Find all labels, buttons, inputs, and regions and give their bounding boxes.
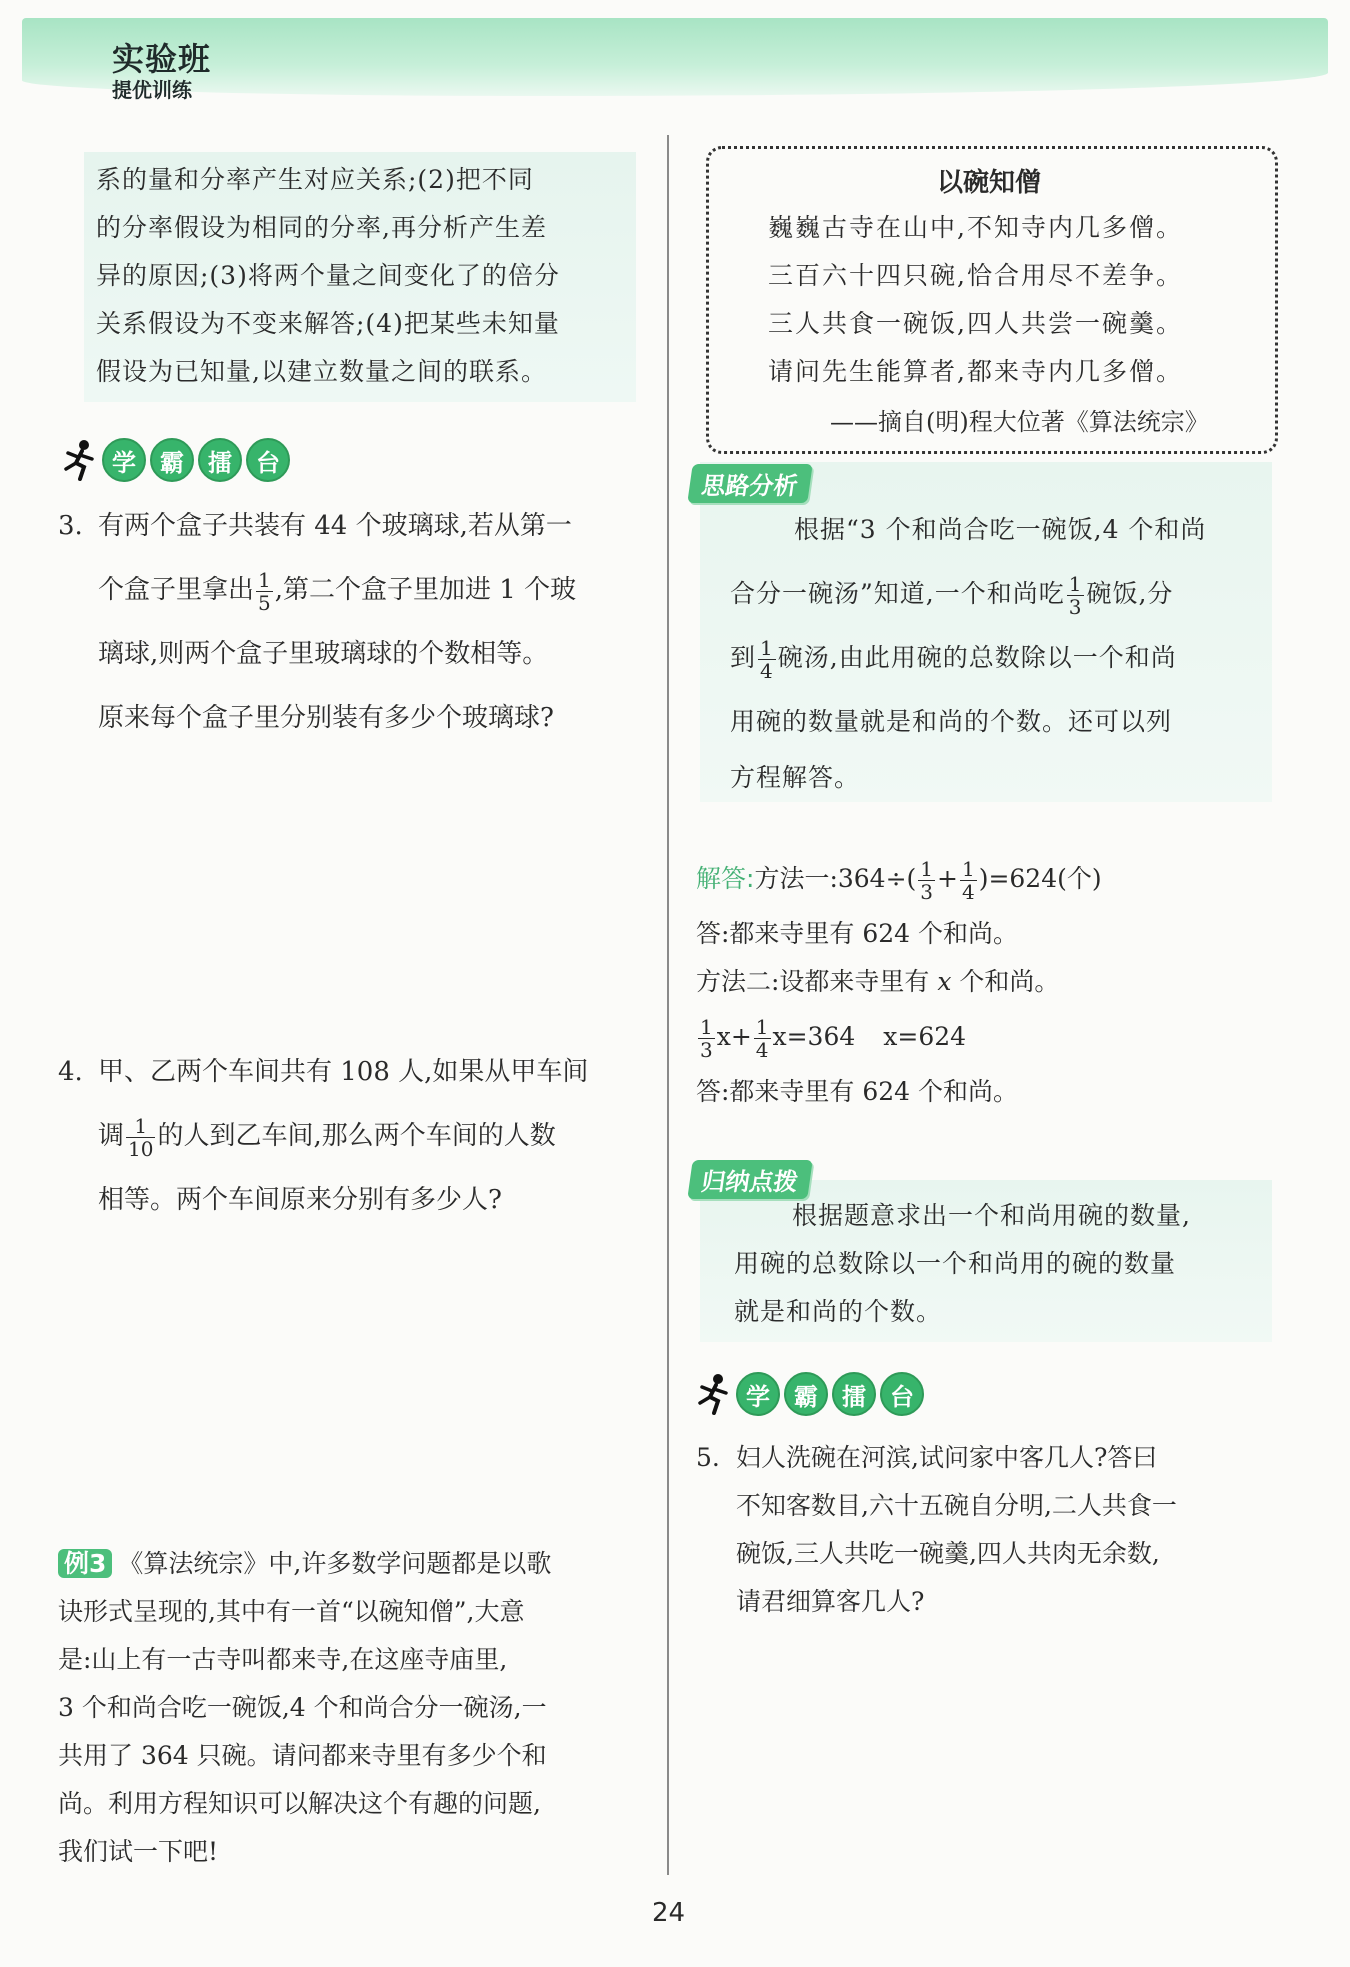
section-badge-right bbox=[696, 1372, 924, 1416]
q-text: ,第二个盒子里加进 1 个玻 bbox=[274, 575, 577, 605]
solution-answer-2: 答:都来寺里有 624 个和尚。 bbox=[696, 1077, 1019, 1106]
brand-subtitle: 提优训练 bbox=[112, 78, 192, 102]
frac-den: 10 bbox=[128, 1136, 154, 1161]
badge-char: 擂 bbox=[198, 438, 242, 482]
equation-solution: x=624 bbox=[883, 1022, 967, 1051]
intro-text bbox=[96, 156, 626, 396]
solution-equation bbox=[696, 1006, 1276, 1068]
example-text: 《算法统宗》中,许多数学问题都是以歌 bbox=[118, 1549, 552, 1578]
analysis-line: 用碗的数量就是和尚的个数。还可以列 bbox=[730, 707, 1173, 736]
analysis-text-part: 碗汤,由此用碗的总数除以一个和尚 bbox=[777, 643, 1177, 672]
badge-char: 学 bbox=[736, 1372, 780, 1416]
frac-num: 1 bbox=[700, 1015, 713, 1039]
poem-title: 以碗知僧 bbox=[936, 168, 1041, 198]
intro-line: 关系假设为不变来解答;(4)把某些未知量 bbox=[96, 309, 560, 338]
example-line: 是:山上有一古寺叫都来寺,在这座寺庙里, bbox=[58, 1645, 508, 1674]
question-number: 4. bbox=[58, 1057, 83, 1087]
solution-text: )=624(个) bbox=[978, 864, 1102, 893]
q-line: 原来每个盒子里分别装有多少个玻璃球? bbox=[98, 703, 554, 733]
fraction bbox=[754, 1016, 771, 1061]
q-line: 璃球,则两个盒子里玻璃球的个数相等。 bbox=[98, 639, 549, 669]
frac-den: 3 bbox=[1068, 595, 1083, 619]
q-line: 请君细算客几人? bbox=[736, 1587, 925, 1616]
frac-num: 1 bbox=[258, 567, 271, 592]
frac-num: 1 bbox=[1068, 572, 1083, 596]
badge-char: 台 bbox=[880, 1372, 924, 1416]
analysis-text-part: 到 bbox=[730, 643, 757, 672]
fraction bbox=[960, 858, 977, 903]
frac-num: 1 bbox=[920, 857, 934, 881]
badge-char: 霸 bbox=[784, 1372, 828, 1416]
poem-line: 三百六十四只碗,恰合用尽不差争。 bbox=[768, 261, 1183, 290]
summary-line: 根据题意求出一个和尚用碗的数量, bbox=[792, 1201, 1191, 1230]
badge-char: 霸 bbox=[150, 438, 194, 482]
q-line: 妇人洗碗在河滨,试问家中客几人?答曰 bbox=[736, 1443, 1158, 1472]
page-number: 24 bbox=[652, 1898, 686, 1928]
solution bbox=[696, 848, 1276, 1116]
solution-label: 解答: bbox=[696, 864, 755, 893]
summary-line: 就是和尚的个数。 bbox=[734, 1297, 943, 1326]
analysis-text-part: 合分一碗汤”知道,一个和尚吃 bbox=[730, 579, 1065, 608]
frac-den: 4 bbox=[961, 880, 975, 904]
analysis-text bbox=[730, 498, 1270, 802]
section-badge-left bbox=[62, 438, 290, 482]
solution-method-2 bbox=[696, 958, 1276, 1006]
example-line: 尚。利用方程知识可以解决这个有趣的问题, bbox=[58, 1789, 541, 1818]
analysis-text-part: 碗饭,分 bbox=[1086, 579, 1174, 608]
variable-x: x bbox=[937, 967, 952, 996]
frac-num: 1 bbox=[755, 1015, 769, 1039]
frac-den: 4 bbox=[760, 659, 774, 683]
question-3 bbox=[58, 494, 648, 750]
q-line: 有两个盒子共装有 44 个玻璃球,若从第一 bbox=[98, 511, 572, 541]
frac-den: 4 bbox=[755, 1038, 769, 1062]
question-number: 3. bbox=[58, 511, 83, 541]
column-divider bbox=[667, 135, 669, 1875]
intro-line: 异的原因;(3)将两个量之间变化了的倍分 bbox=[96, 261, 560, 290]
q-line: 碗饭,三人共吃一碗羹,四人共肉无余数, bbox=[736, 1539, 1160, 1568]
example-3 bbox=[58, 1540, 654, 1876]
fraction bbox=[256, 569, 273, 614]
solution-answer-1: 答:都来寺里有 624 个和尚。 bbox=[696, 919, 1019, 948]
analysis-line bbox=[730, 626, 1270, 690]
q-text: 的人到乙车间,那么两个车间的人数 bbox=[157, 1121, 556, 1151]
poem-source: ——摘自(明)程大位著《算法统宗》 bbox=[830, 408, 1209, 436]
summary-text bbox=[734, 1192, 1274, 1336]
badge-char: 台 bbox=[246, 438, 290, 482]
solution-text: 个和尚。 bbox=[951, 967, 1060, 996]
poem-line: 请问先生能算者,都来寺内几多僧。 bbox=[768, 357, 1183, 386]
frac-den: 3 bbox=[920, 880, 934, 904]
q-line bbox=[98, 558, 648, 622]
fraction bbox=[758, 637, 776, 682]
question-number: 5. bbox=[696, 1443, 720, 1472]
badge-char: 擂 bbox=[832, 1372, 876, 1416]
runner-icon bbox=[62, 439, 98, 481]
q-line: 甲、乙两个车间共有 108 人,如果从甲车间 bbox=[98, 1057, 589, 1087]
example-line: 共用了 364 只碗。请问都来寺里有多少个和 bbox=[58, 1741, 547, 1770]
frac-num: 1 bbox=[961, 857, 975, 881]
summary-tag: 归纳点拨 bbox=[687, 1160, 812, 1199]
fraction bbox=[698, 1016, 715, 1061]
equation-text: x+ bbox=[716, 1022, 752, 1051]
equation-text: x=364 bbox=[772, 1022, 856, 1051]
example-line bbox=[58, 1540, 654, 1588]
example-line: 3 个和尚合吃一碗饭,4 个和尚合分一碗汤,一 bbox=[58, 1693, 547, 1722]
runner-icon bbox=[696, 1373, 732, 1415]
frac-num: 1 bbox=[760, 636, 774, 660]
solution-text: 方法二:设都来寺里有 bbox=[696, 967, 938, 996]
fraction bbox=[1067, 573, 1085, 618]
analysis-line bbox=[730, 562, 1270, 626]
solution-method-1 bbox=[696, 848, 1276, 910]
q-text: 个盒子里拿出 bbox=[98, 575, 255, 605]
example-line: 我们试一下吧! bbox=[58, 1837, 219, 1866]
analysis-line: 方程解答。 bbox=[730, 763, 861, 792]
frac-den: 5 bbox=[258, 590, 271, 615]
header-band bbox=[22, 18, 1328, 96]
example-line: 诀形式呈现的,其中有一首“以碗知僧”,大意 bbox=[58, 1597, 525, 1626]
poem-line: 巍巍古寺在山中,不知寺内几多僧。 bbox=[768, 213, 1183, 242]
fraction bbox=[126, 1115, 155, 1160]
intro-line: 假设为已知量,以建立数量之间的联系。 bbox=[96, 357, 547, 386]
frac-den: 3 bbox=[700, 1038, 713, 1062]
q-text: 调 bbox=[98, 1121, 125, 1151]
summary-line: 用碗的总数除以一个和尚用的碗的数量 bbox=[734, 1249, 1177, 1278]
example-tag: 例3 bbox=[58, 1549, 112, 1578]
q-line: 不知客数目,六十五碗自分明,二人共食一 bbox=[736, 1491, 1177, 1520]
question-4 bbox=[58, 1040, 648, 1232]
q-line bbox=[98, 1104, 648, 1168]
analysis-line: 根据“3 个和尚合吃一碗饭,4 个和尚 bbox=[794, 515, 1207, 544]
plus-sign: + bbox=[937, 864, 958, 893]
frac-num: 1 bbox=[134, 1113, 148, 1138]
brand-title: 实验班 bbox=[112, 40, 212, 78]
question-5 bbox=[696, 1434, 1286, 1626]
solution-text: 方法一:364÷( bbox=[754, 864, 917, 893]
poem-line: 三人共食一碗饭,四人共尝一碗羹。 bbox=[768, 309, 1183, 338]
intro-line: 的分率假设为相同的分率,再分析产生差 bbox=[96, 213, 547, 242]
fraction bbox=[918, 858, 935, 903]
analysis-tag: 思路分析 bbox=[687, 464, 812, 503]
badge-char: 学 bbox=[102, 438, 146, 482]
intro-line: 系的量和分率产生对应关系;(2)把不同 bbox=[96, 165, 534, 194]
q-line: 相等。两个车间原来分别有多少人? bbox=[98, 1185, 502, 1215]
